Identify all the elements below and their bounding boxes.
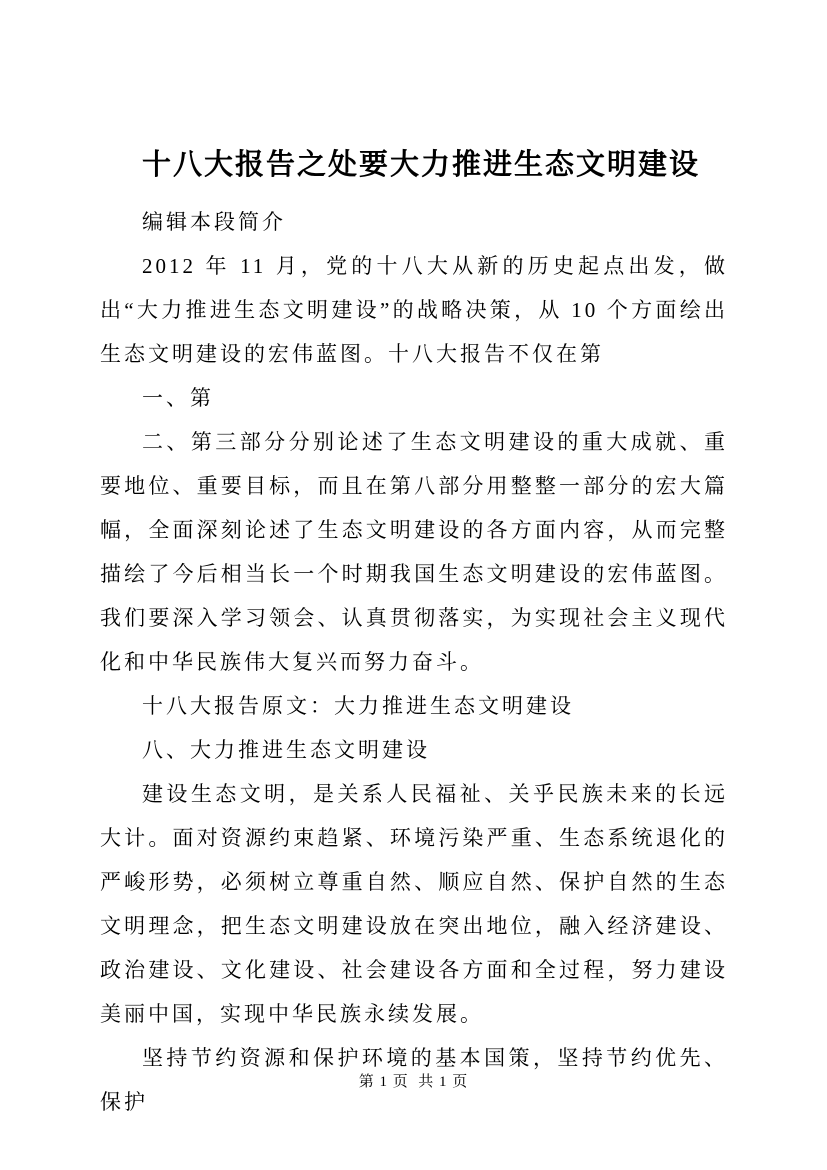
page-number-footer: 第 1 页 共 1 页 xyxy=(358,1074,469,1090)
paragraph-intro-heading: 编辑本段简介 xyxy=(142,210,286,234)
paragraph-eco-civilization: 建设生态文明，是关系人民福祉、关乎民族未来的长远大计。面对资源约束趋紧、环境污染严重、生态系统退化的严峻形势，必须树立尊重自然、顺应自然、保护自然的生态文明理念，把生态文明建设放在突出地位，融入经济建设、政治建设、文化建设、社会建设各方面和全过程，努力建设美丽中国，实现中华民族永续发展。 xyxy=(100,782,728,1026)
paragraph-section-eight-heading: 八、大力推进生态文明建设 xyxy=(142,738,430,762)
document-body xyxy=(100,136,728,1124)
paragraph-item-one: 一、第 xyxy=(142,386,214,410)
document-title: 十八大报告之处要大力推进生态文明建设 xyxy=(142,149,701,181)
paragraph-report-source: 十八大报告原文：大力推进生态文明建设 xyxy=(142,694,574,718)
paragraph-overview: 2012 年 11 月，党的十八大从新的历史起点出发，做出“大力推进生态文明建设”的战略决策，从 10 个方面绘出生态文明建设的宏伟蓝图。十八大报告不仅在第 xyxy=(100,254,728,366)
paragraph-item-two: 二、第三部分分别论述了生态文明建设的重大成就、重要地位、重要目标，而且在第八部分用整整一部分的宏大篇幅，全面深刻论述了生态文明建设的各方面内容，从而完整描绘了今后相当长一个时期我国生态文明建设的宏伟蓝图。我们要深入学习领会、认真贯彻落实，为实现社会主义现代化和中华民族伟大复兴而努力奋斗。 xyxy=(100,430,728,674)
paragraph-conservation-policy: 坚持节约资源和保护环境的基本国策，坚持节约优先、保护 xyxy=(100,1046,728,1114)
